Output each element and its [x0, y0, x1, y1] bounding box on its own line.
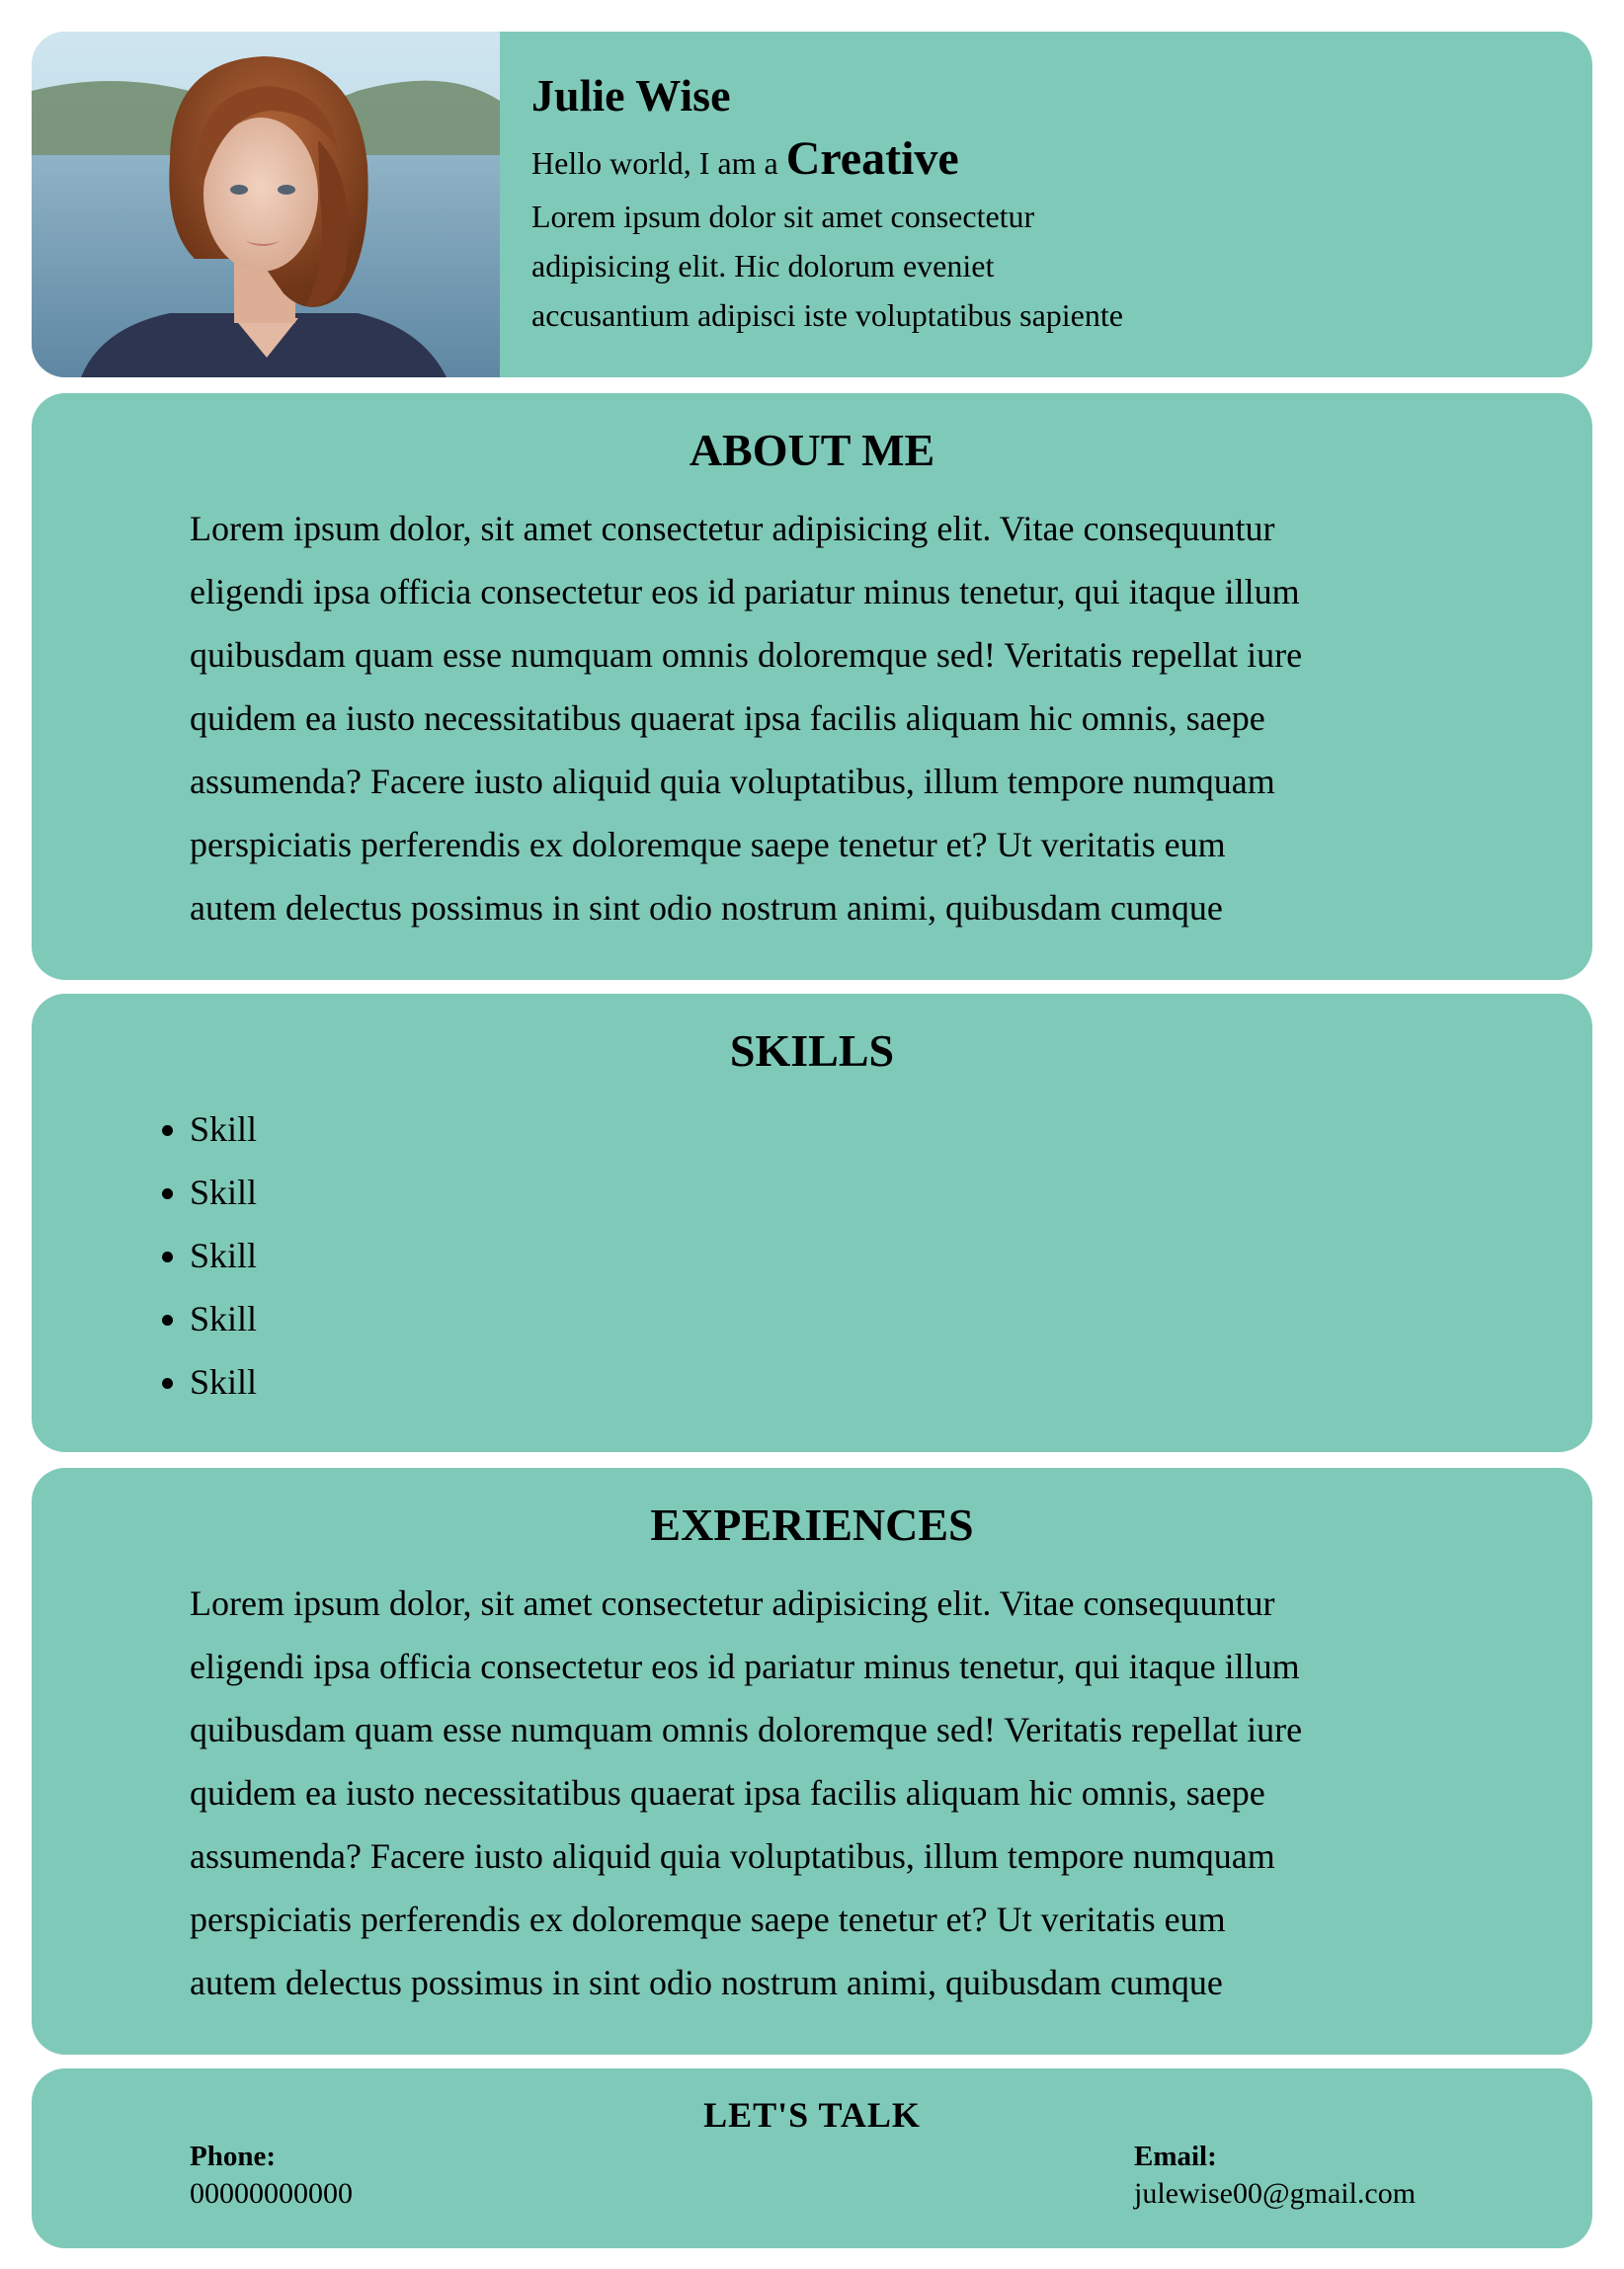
skills-list — [32, 1078, 1592, 1414]
about-line: eligendi ipsa officia consectetur eos id pariatur minus tenetur, qui itaque illum — [190, 571, 1300, 611]
experiences-title: EXPERIENCES — [650, 1499, 974, 1550]
experiences-text — [32, 1552, 1592, 2014]
profile-text — [500, 32, 1213, 377]
about-title: ABOUT ME — [689, 425, 935, 475]
experiences-section — [32, 1468, 1592, 2055]
email-label: Email: — [1134, 2141, 1217, 2172]
greeting-prefix: Hello world, I am a — [531, 144, 778, 181]
contact-section — [32, 2068, 1592, 2248]
skill-item: Skill — [190, 1350, 1592, 1414]
tagline-line: adipisicing elit. Hic dolorum eveniet — [531, 247, 995, 284]
skill-item: Skill — [190, 1097, 1592, 1161]
portrait-image — [32, 32, 500, 377]
about-line: quibusdam quam esse numquam omnis doloremque sed! Veritatis repellat iure — [190, 634, 1303, 675]
experiences-line: autem delectus possimus in sint odio nostrum animi, quibusdam cumque — [190, 1962, 1223, 2002]
skill-item: Skill — [190, 1161, 1592, 1224]
skills-section — [32, 994, 1592, 1452]
experiences-line: quibusdam quam esse numquam omnis doloremque sed! Veritatis repellat iure — [190, 1709, 1303, 1749]
about-line: quidem ea iusto necessitatibus quaerat ipsa facilis aliquam hic omnis, saepe — [190, 697, 1265, 738]
tagline-line: Lorem ipsum dolor sit amet consectetur — [531, 198, 1035, 234]
about-line: Lorem ipsum dolor, sit amet consectetur adipisicing elit. Vitae consequuntur — [190, 508, 1275, 548]
profile-role: Creative — [785, 131, 959, 185]
email-block — [1134, 2138, 1416, 2213]
experiences-line: Lorem ipsum dolor, sit amet consectetur adipisicing elit. Vitae consequuntur — [190, 1582, 1275, 1623]
profile-name: Julie Wise — [531, 70, 731, 121]
phone-value[interactable]: 00000000000 — [190, 2177, 353, 2210]
experiences-line: perspiciatis perferendis ex doloremque saepe tenetur et? Ut veritatis eum — [190, 1899, 1226, 1939]
experiences-line: quidem ea iusto necessitatibus quaerat ipsa facilis aliquam hic omnis, saepe — [190, 1772, 1265, 1813]
contact-row — [32, 2138, 1592, 2227]
tagline-line: accusantium adipisci iste voluptatibus sapiente — [531, 296, 1123, 333]
about-text — [32, 477, 1592, 939]
phone-label: Phone: — [190, 2141, 276, 2172]
about-section — [32, 393, 1592, 980]
skill-item: Skill — [190, 1224, 1592, 1287]
email-value[interactable]: julewise00@gmail.com — [1134, 2177, 1417, 2210]
skill-item: Skill — [190, 1287, 1592, 1350]
profile-tagline — [531, 192, 1213, 340]
experiences-line: assumenda? Facere iusto aliquid quia voluptatibus, illum tempore numquam — [190, 1835, 1275, 1876]
about-line: autem delectus possimus in sint odio nostrum animi, quibusdam cumque — [190, 887, 1223, 928]
skills-title: SKILLS — [729, 1025, 895, 1076]
phone-block — [190, 2138, 353, 2213]
contact-title: LET'S TALK — [703, 2095, 921, 2135]
profile-photo — [32, 32, 500, 377]
profile-greeting — [531, 128, 1213, 190]
experiences-line: eligendi ipsa officia consectetur eos id pariatur minus tenetur, qui itaque illum — [190, 1646, 1300, 1686]
about-line: perspiciatis perferendis ex doloremque saepe tenetur et? Ut veritatis eum — [190, 824, 1226, 864]
profile-card — [32, 32, 1592, 377]
about-line: assumenda? Facere iusto aliquid quia voluptatibus, illum tempore numquam — [190, 761, 1275, 801]
